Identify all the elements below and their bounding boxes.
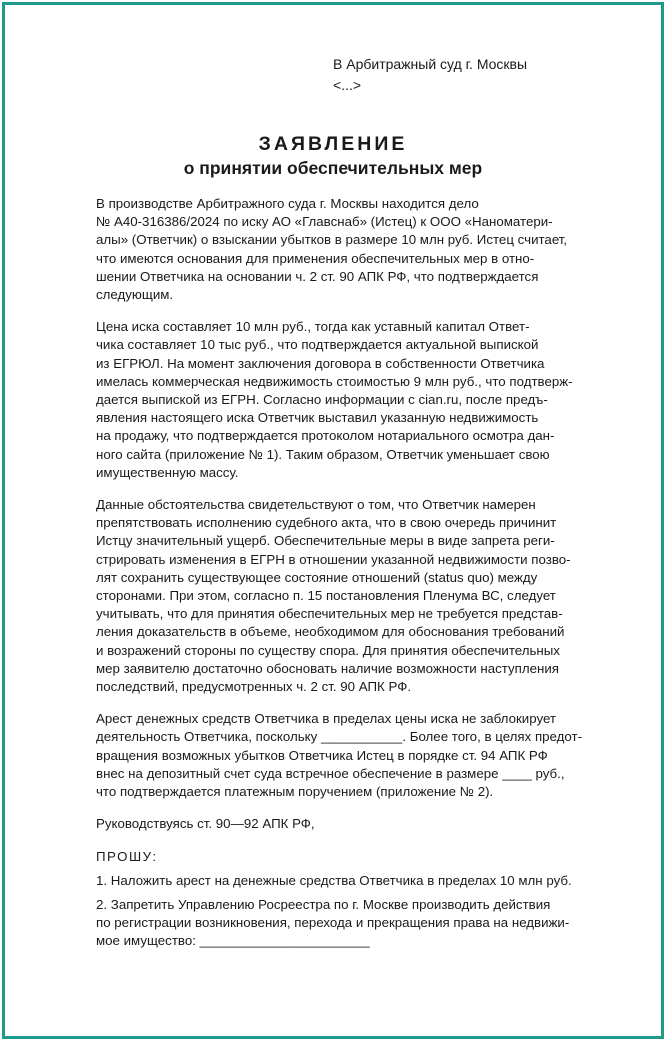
text-line: что имеются основания для применения обеспечительных мер в отно- — [96, 250, 535, 266]
text-line: дается выпиской из ЕГРН. Согласно информации с cian.ru, после предъ- — [96, 392, 548, 408]
request-label: ПРОШУ: — [96, 848, 158, 864]
addressee-placeholder: <...> — [333, 77, 362, 93]
text-line: внес на депозитный счет суда встречное обеспечение в размере ____ руб., — [96, 765, 565, 781]
paragraph-case-info — [96, 195, 636, 304]
paragraph-claim-value — [96, 318, 636, 482]
text-line: 2. Запретить Управлению Росреестра по г. Москве производить действия — [96, 896, 551, 912]
document-body — [96, 195, 636, 957]
paragraph-legal-basis — [96, 815, 636, 833]
text-line: лят сохранить существующее состояние отношений (status quo) между — [96, 569, 538, 585]
text-line: из ЕГРЮЛ. На момент заключения договора в собственности Ответчика — [96, 355, 545, 371]
paragraph-circumstances — [96, 496, 636, 696]
text-line: явления настоящего иска Ответчик выставил указанную недвижимость — [96, 410, 539, 426]
text-line: последствий, предусмотренных ч. 2 ст. 90 АПК РФ. — [96, 679, 412, 695]
text-line: имелась коммерческая недвижимость стоимостью 9 млн руб., что подтверж- — [96, 373, 573, 389]
text-line: Руководствуясь ст. 90—92 АПК РФ, — [96, 816, 315, 832]
text-line: В производстве Арбитражного суда г. Москвы находится дело — [96, 196, 479, 211]
paragraph-arrest-funds — [96, 710, 636, 801]
text-line: и возражений стороны по существу спора. Для принятия обеспечительных — [96, 642, 560, 658]
text-line: по регистрации возникновения, перехода и прекращения права на недвижи- — [96, 915, 570, 931]
addressee-court: В Арбитражный суд г. Москвы — [333, 56, 528, 72]
text-line: учитывать, что для принятия обеспечительных мер не требуется представ- — [96, 606, 563, 622]
text-line: препятствовать исполнению судебного акта, что в свою очередь причинит — [96, 515, 557, 531]
text-line: стрировать изменения в ЕГРН в отношении указанной недвижимости позво- — [96, 551, 571, 567]
text-line: чика составляет 10 тыс руб., что подтверждается актуальной выпиской — [96, 337, 539, 353]
text-line: алы» (Ответчик) о взыскании убытков в размере 10 млн руб. Истец считает, — [96, 232, 568, 248]
text-line: ного сайта (приложение № 1). Таким образом, Ответчик уменьшает свою — [96, 446, 550, 462]
text-line: Арест денежных средств Ответчика в пределах цены иска не заблокирует — [96, 711, 556, 727]
text-line: мое имущество: _______________________ — [96, 933, 370, 949]
text-line: Истцу значительный ущерб. Обеспечительные меры в виде запрета реги- — [96, 533, 555, 549]
text-line: Цена иска составляет 10 млн руб., тогда как уставный капитал Ответ- — [96, 319, 530, 335]
addressee-block — [333, 54, 527, 96]
text-line: имущественную массу. — [96, 464, 239, 480]
text-line: вращения возможных убытков Ответчика Истец в порядке ст. 94 АПК РФ — [96, 747, 548, 763]
text-line: следующим. — [96, 287, 174, 303]
text-line: 1. Наложить арест на денежные средства Ответчика в пределах 10 млн руб. — [96, 872, 572, 888]
document-title: ЗАЯВЛЕНИЕ — [258, 133, 408, 155]
text-line: № А40-316386/2024 по иску АО «Главснаб» (Истец) к ООО «Наноматери- — [96, 214, 553, 230]
request-item-1 — [96, 872, 636, 890]
request-item-2 — [96, 896, 636, 951]
text-line: мер заявителю достаточно обосновать наличие возможности наступления — [96, 660, 560, 676]
text-line: на продажу, что подтверждается протоколом нотариального осмотра дан- — [96, 428, 555, 444]
text-line: шении Ответчика на основании ч. 2 ст. 90 АПК РФ, что подтверждается — [96, 268, 539, 284]
text-line: ления доказательств в объеме, необходимом для обоснования требований — [96, 624, 565, 640]
text-line: сторонами. При этом, согласно п. 15 постановления Пленума ВС, следует — [96, 588, 556, 604]
text-line: деятельность Ответчика, поскольку ___________. Более того, в целях предот- — [96, 729, 583, 745]
text-line: что подтверждается платежным поручением (приложение № 2). — [96, 784, 494, 800]
document-subtitle: о принятии обеспечительных мер — [183, 158, 483, 178]
text-line: Данные обстоятельства свидетельствуют о том, что Ответчик намерен — [96, 497, 536, 513]
